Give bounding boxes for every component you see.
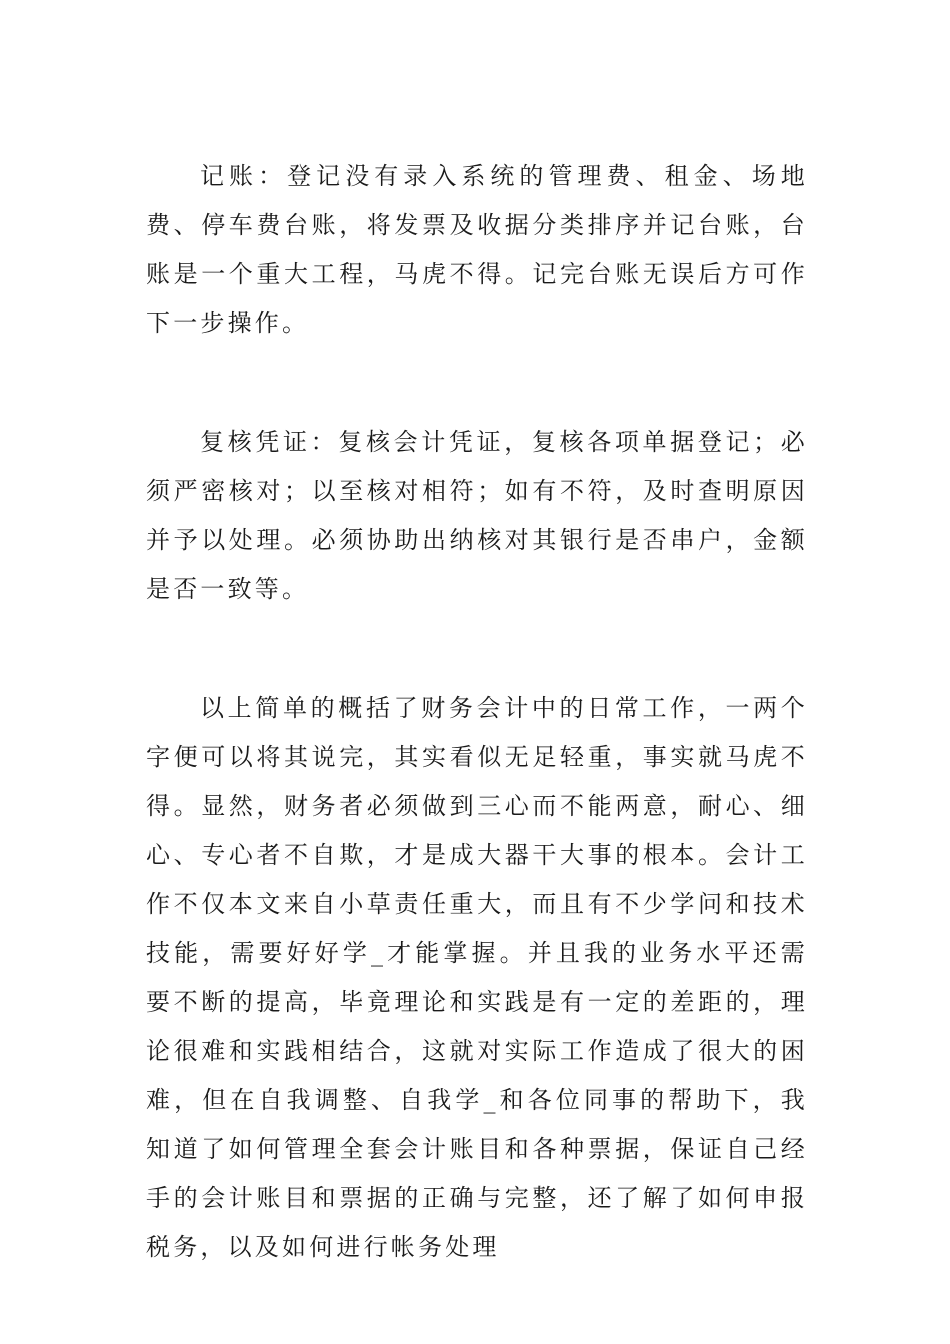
- paragraph-voucher-review: 复核凭证：复核会计凭证，复核各项单据登记；必须严密核对；以至核对相符；如有不符，及时查明原因并予以处理。必须协助出纳核对其银行是否串户，金额是否一致等。: [146, 428, 808, 603]
- paragraph-bookkeeping: 记账：登记没有录入系统的管理费、租金、场地费、停车费台账，将发票及收据分类排序并记台账，台账是一个重大工程，马虎不得。记完台账无误后方可作下一步操作。: [146, 162, 808, 337]
- paragraph-summary: 以上简单的概括了财务会计中的日常工作，一两个字便可以将其说完，其实看似无足轻重，事实就马虎不得。显然，财务者必须做到三心而不能两意，耐心、细心、专心者不自欺，才是成大器干大事的根本。会计工作不仅本文来自小草责任重大，而且有不少学问和技术技能，需要好好学_才能掌握。并且我的业务水平还需要不断的提高，毕竟理论和实践是有一定的差距的，理论很难和实践相结合，这就对实际工作造成了很大的困难，但在自我调整、自我学_和各位同事的帮助下，我知道了如何管理全套会计账目和各种票据，保证自己经手的会计账目和票据的正确与完整，还了解了如何申报税务，以及如何进行帐务处理: [146, 694, 808, 1261]
- document-body: [146, 152, 808, 1272]
